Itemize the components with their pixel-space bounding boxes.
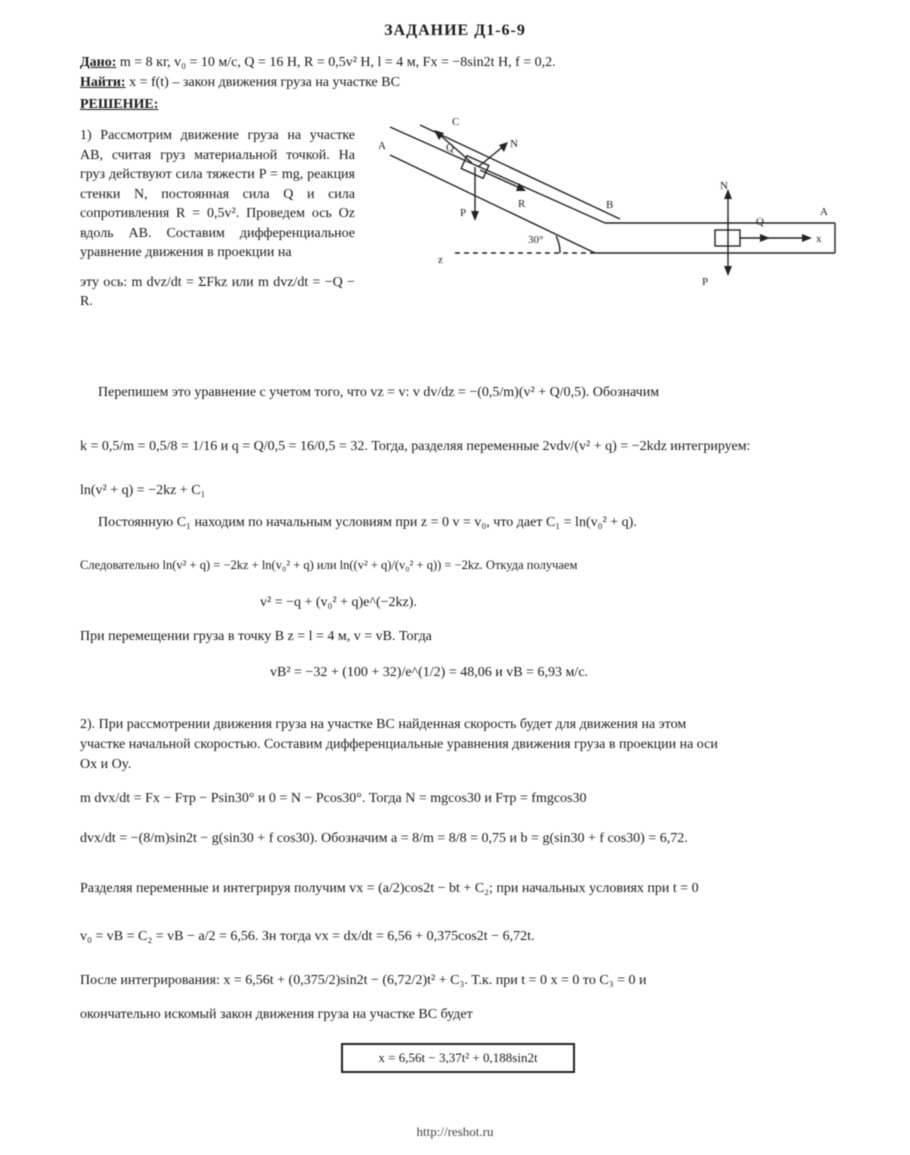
find-label: Найти: (80, 75, 126, 90)
label-p2: P (702, 276, 709, 288)
incline-p-arrowhead (471, 211, 479, 221)
label-p1: P (460, 207, 467, 219)
label-r: R (518, 198, 526, 210)
incline-upper-line (390, 127, 605, 223)
mechanics-diagram (360, 115, 840, 300)
footer-url: http://reshot.ru (416, 1124, 494, 1139)
label-a-left: A (378, 140, 386, 152)
text-line-1: Перепишем это уравнение с учетом того, что vz = v: v dv/dz = −(0,5/m)(v² + Q/0,5). Обозначим (98, 385, 660, 400)
text-line-9: 2). При рассмотрении движения груза на участке BC найденная скорость будет для движения на этом (80, 717, 687, 732)
find-text: x = f(t) – закон движения груза на участке BC (129, 75, 400, 90)
text-line-12: m dvx/dt = Fx − Fтр − Psin30° и 0 = N − Pcos30°. Тогда N = mgcos30 и Fтр = fmgcos30 (80, 791, 587, 806)
text-line-10: участке начальной скоростью. Составим дифференциальные уравнения движения груза в проекции на оси (80, 737, 718, 752)
incline-n-arrowhead (499, 142, 508, 152)
text-line-8: vB² = −32 + (100 + 32)/e^(1/2) = 48,06 и vB = 6,93 м/с. (270, 665, 588, 680)
text-line-4: Постоянную C₁ находим по начальным условиям при z = 0 v = v₀, что дает C₁ = ln(v₀² + q). (98, 515, 637, 530)
text-line-16: После интегрирования: x = 6,56t + (0,375/2)sin2t − (6,72/2)t² + C₃. Т.к. при t = 0 x = 0 то C₃ = 0 и (80, 973, 647, 988)
text-line-7: При перемещении груза в точку B z = l = 4 м, v = vB. Тогда (80, 629, 432, 644)
x-arrowhead (802, 234, 812, 242)
label-z: z (438, 254, 443, 266)
q-arrowhead (760, 234, 770, 242)
text-line-5: Следовательно ln(v² + q) = −2kz + ln(v₀² + q) или ln((v² + q)/(v₀² + q)) = −2kz. Откуда получаем (80, 558, 578, 572)
incline-z-line (480, 170, 520, 188)
incline-lower-line (390, 155, 595, 253)
left-column-text (80, 126, 355, 312)
label-angle: 30° (528, 234, 544, 246)
answer-box: x = 6,56t − 3,37t² + 0,188sin2t (341, 1043, 575, 1073)
text-line-11: Ox и Oy. (80, 757, 132, 772)
text-line-14 (80, 880, 699, 898)
label-a-right: A (820, 206, 828, 218)
text-line-2: k = 0,5/m = 0,5/8 = 1/16 и q = Q/0,5 = 16/0,5 = 32. Тогда, разделяя переменные 2vdv/(v² + q) = −2kdz интегрируем: (80, 439, 751, 454)
incline-q-arrowhead (434, 130, 444, 140)
given-line (80, 54, 556, 72)
find-line (80, 74, 400, 92)
p-arrowhead (724, 266, 732, 276)
text-line-15: v₀ = vB = C₂ = vB − a/2 = 6,56. Зн тогда vx = dx/dt = 6,56 + 0,375cos2t − 6,72t. (80, 929, 535, 944)
given-text: m = 8 кг, v₀ = 10 м/с, Q = 16 Н, R = 0,5v² Н, l = 4 м, Fx = −8sin2t Н, f = 0,2. (119, 55, 556, 70)
paragraph-equation: эту ось: m dvz/dt = ΣFkz или m dvz/dt = −Q − R. (80, 274, 355, 309)
label-n2: N (720, 180, 728, 192)
page-title: ЗАДАНИЕ Д1-6-9 (384, 22, 526, 39)
label-b: B (606, 199, 614, 211)
angle-arc (556, 236, 560, 253)
text-line-3: ln(v² + q) = −2kz + C₁ (80, 483, 206, 498)
label-x: x (816, 233, 822, 245)
incline-q-line (440, 135, 472, 163)
text-line-14-content: Разделяя переменные и интегрируя получим vx = (a/2)cos2t − bt + C₂; при начальных условиях при t = 0 (80, 881, 699, 896)
text-line-17: окончательно искомый закон движения груза на участке BC будет (80, 1007, 473, 1022)
label-c: C (452, 116, 460, 128)
label-q1: Q (446, 142, 454, 154)
paragraph-part1: 1) Рассмотрим движение груза на участке AB, считая груз материальной точкой. На груз действуют сила тяжести P = mg, реакция стенки N, постоянная сила Q и сила сопротивления R = 0,5v². Проведем ось Oz вдоль AB. Составим дифференциальное уравнение движения в проекции на (80, 128, 355, 260)
label-n1: N (510, 138, 518, 150)
text-line-13: dvx/dt = −(8/m)sin2t − g(sin30 + f cos30). Обозначим a = 8/m = 8/8 = 0,75 и b = g(sin30 + f cos30) = 6,72. (80, 831, 688, 846)
label-q2: Q (756, 216, 764, 228)
solution-label: РЕШЕНИЕ: (80, 97, 159, 112)
text-line-6: v² = −q + (v₀² + q)e^(−2kz). (260, 595, 417, 610)
given-label: Дано: (80, 55, 117, 70)
